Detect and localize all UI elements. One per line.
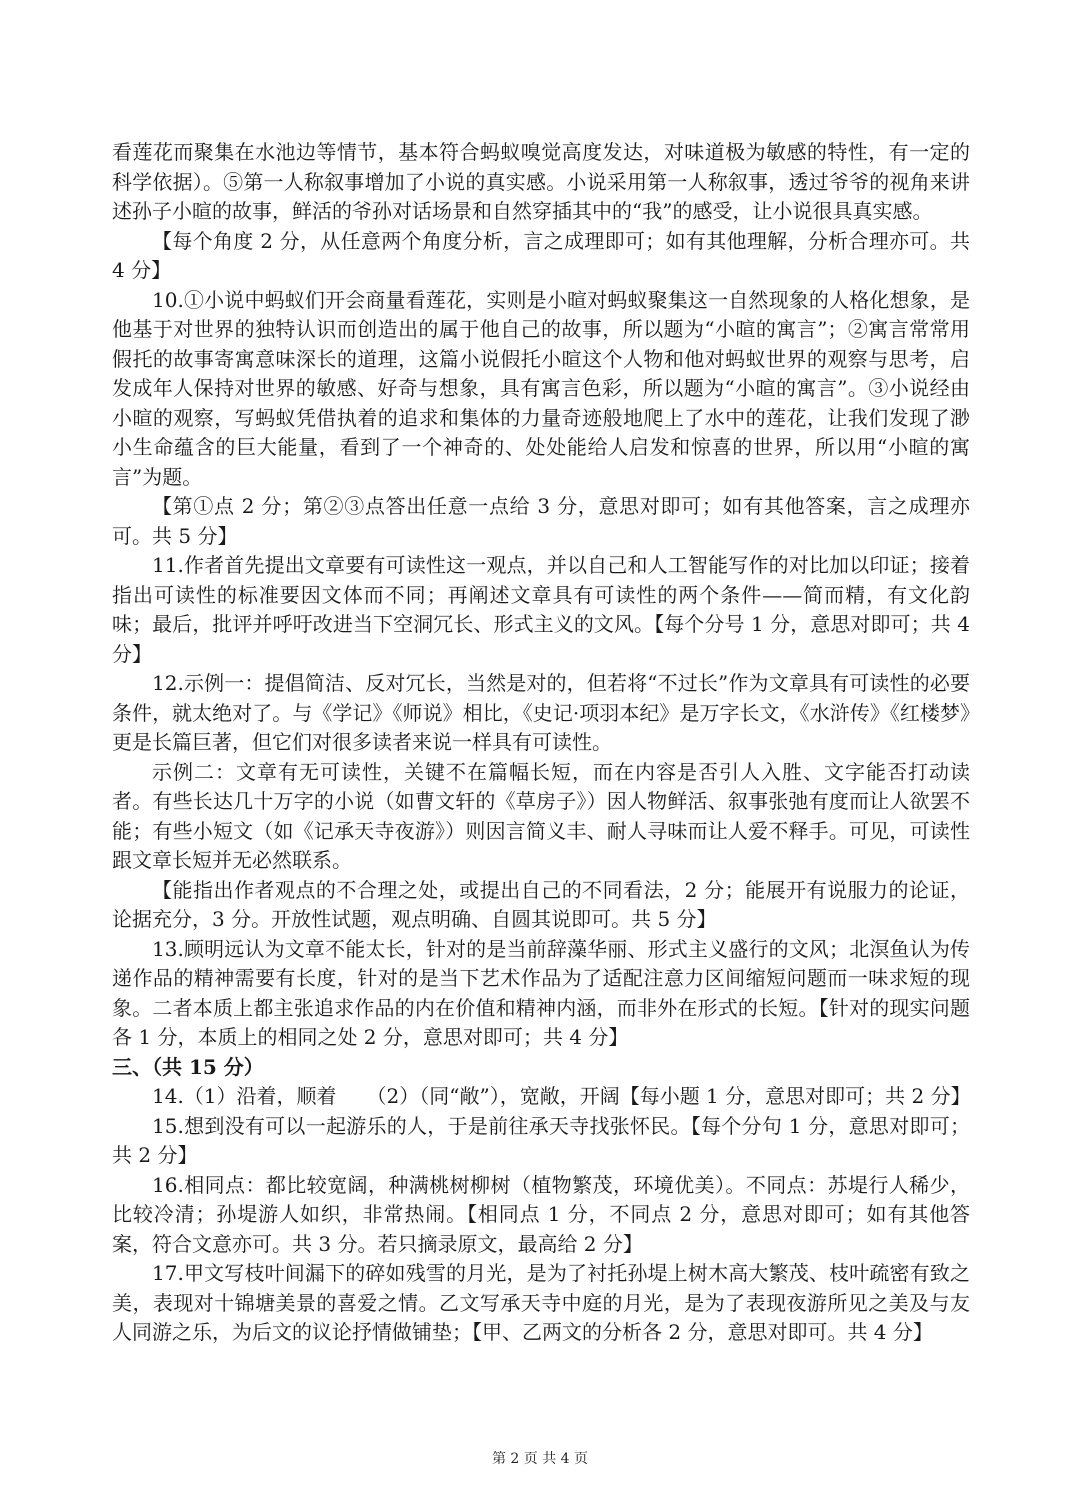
- page-footer: 第 2 页 共 4 页: [491, 1451, 589, 1467]
- section-heading-3: 三、（共 15 分）: [112, 1054, 264, 1079]
- paragraph-continuation: 看莲花而聚集在水池边等情节，基本符合蚂蚁嗅觉高度发达，对味道极为敏感的特性，有一定的科学依据）。⑤第一人称叙事增加了小说的真实感。小说采用第一人称叙事，透过爷爷的视角来讲述孙子小暄的故事，鲜活的爷孙对话场景和自然穿插其中的“我”的感受，让小说很具真实感。: [112, 140, 970, 223]
- answer-12-example-2: 示例二：文章有无可读性，关键不在篇幅长短，而在内容是否引人入胜、文字能否打动读者。有些长达几十万字的小说（如曹文轩的《草房子》）因人物鲜活、叙事张弛有度而让人欲罢不能；有些小短文（如《记承天寺夜游》）则因言简义丰、耐人寻味而让人爱不释手。可见，可读性跟文章长短并无必然联系。: [112, 759, 970, 872]
- answer-11: 11.作者首先提出文章要有可读性这一观点，并以自己和人工智能写作的对比加以印证；接着指出可读性的标准要因文体而不同；再阐述文章具有可读性的两个条件——简而精，有文化韵味；最后，批评并呼吁改进当下空洞冗长、形式主义的文风。【每个分号 1 分，意思对即可；共 4 分】: [112, 553, 977, 666]
- answer-15: 15.想到没有可以一起游乐的人，于是前往承天寺找张怀民。【每个分句 1 分，意思对即可；共 2 分】: [112, 1113, 970, 1167]
- document-body: [112, 138, 977, 1348]
- answer-12-example-1: 12.示例一：提倡简洁、反对冗长，当然是对的，但若将“不过长”作为文章具有可读性的必要条件，就太绝对了。与《学记》《师说》相比，《史记·项羽本纪》是万字长文，《水浒传》《红楼梦》更是长篇巨著，但它们对很多读者来说一样具有可读性。: [112, 671, 970, 754]
- answer-14: 14.（1）沿着，顺着 （2）（同“敞”），宽敞，开阔【每小题 1 分，意思对即可；共 2 分】: [152, 1084, 971, 1108]
- answer-13: 13.顾明远认为文章不能太长，针对的是当前辞藻华丽、形式主义盛行的文风；北溟鱼认为传递作品的精神需要有长度，针对的是当下艺术作品为了适配注意力区间缩短问题而一味求短的现象。二者本质上都主张追求作品的内在价值和精神内涵，而非外在形式的长短。【针对的现实问题各 1 分，本质上的相同之处 2 分，意思对即可；共 4 分】: [112, 936, 970, 1049]
- answer-16: 16.相同点：都比较宽阔，种满桃树柳树（植物繁茂，环境优美）。不同点：苏堤行人稀少，比较冷清；孙堤游人如织，非常热闹。【相同点 1 分，不同点 2 分，意思对即可；如有其他答案，符合文意亦可。共 3 分。若只摘录原文，最高给 2 分】: [112, 1172, 970, 1256]
- scoring-note-10: 【第①点 2 分；第②③点答出任意一点给 3 分，意思对即可；如有其他答案，言之成理亦可。共 5 分】: [112, 494, 970, 548]
- scoring-note-12: 【能指出作者观点的不合理之处，或提出自己的不同看法，2 分；能展开有说服力的论证，论据充分，3 分。开放性试题，观点明确、自圆其说即可。共 5 分】: [112, 877, 970, 931]
- answer-10: 10.①小说中蚂蚁们开会商量看莲花，实则是小暄对蚂蚁聚集这一自然现象的人格化想象，是他基于对世界的独特认识而创造出的属于他自己的故事，所以题为“小暄的寓言”；②寓言常常用假托的故事寄寓意味深长的道理，这篇小说假托小暄这个人物和他对蚂蚁世界的观察与思考，启发成年人保持对世界的敏感、好奇与想象，具有寓言色彩，所以题为“小暄的寓言”。③小说经由小暄的观察，写蚂蚁凭借执着的追求和集体的力量奇迹般地爬上了水中的莲花，让我们发现了渺小生命蕴含的巨大能量，看到了一个神奇的、处处能给人启发和惊喜的世界，所以用“小暄的寓言”为题。: [112, 287, 970, 489]
- scoring-note-9: 【每个角度 2 分，从任意两个角度分析，言之成理即可；如有其他理解，分析合理亦可。共 4 分】: [112, 228, 977, 282]
- answer-17: 17.甲文写枝叶间漏下的碎如残雪的月光，是为了衬托孙堤上树木高大繁茂、枝叶疏密有致之美，表现对十锦塘美景的喜爱之情。乙文写承天寺中庭的月光，是为了表现夜游所见之美及与友人同游之乐，为后文的议论抒情做铺垫；【甲、乙两文的分析各 2 分，意思对即可。共 4 分】: [112, 1261, 970, 1344]
